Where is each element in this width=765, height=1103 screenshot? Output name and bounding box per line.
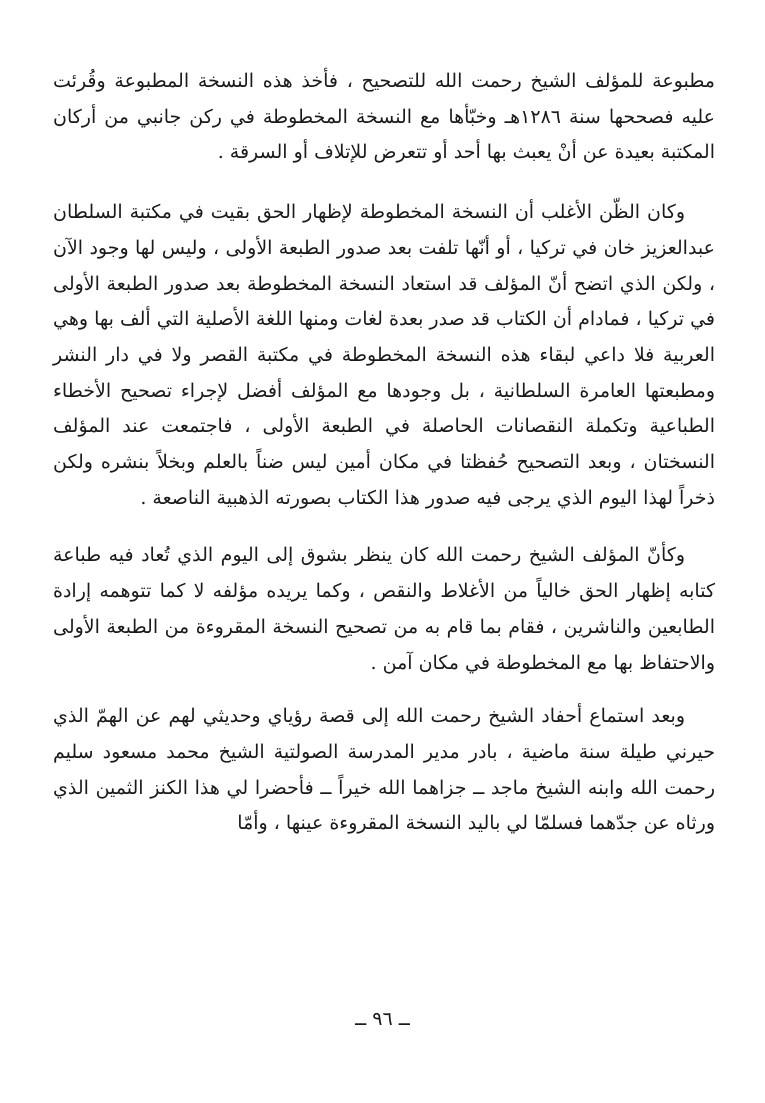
page-body: [53, 64, 715, 842]
paragraph-4: وبعد استماع أحفاد الشيخ رحمت الله إلى قصة رؤياي وحديثي لهم عن الهمّ الذي حيرني طيلة سنة ماضية ، بادر مدير المدرسة الصولتية الشيخ محمد مسعود سليم رحمت الله وابنه الشيخ ماجد ــ جزاهما الله خيراً ــ فأحضرا لي هذا الكنز الثمين الذي ورثاه عن جدّهما فسلمّا لي باليد النسخة المقروءة عينها ، وأمّا: [53, 705, 715, 835]
paragraph-1: مطبوعة للمؤلف الشيخ رحمت الله للتصحيح ، فأخذ هذه النسخة المطبوعة وقُرئت عليه فصححها سنة ١٢٨٦هـ وخبّأها مع النسخة المخطوطة في ركن جانبي من أركان المكتبة بعيدة عن أنْ يعبث بها أحد أو تتعرض للإتلاف أو السرقة .: [53, 70, 715, 164]
paragraph-3: وكأنّ المؤلف الشيخ رحمت الله كان ينظر بشوق إلى اليوم الذي تُعاد فيه طباعة كتابه إظهار الحق خالياً من الأغلاط والنقص ، وكما يريده مؤلفه لا كما تتوهمه إرادة الطابعين والناشرين ، فقام بما قام به من تصحيح النسخة المقروءة من الطبعة الأولى والاحتفاظ بها مع المخطوطة في مكان آمن .: [53, 544, 715, 674]
paragraph-2: وكان الظّن الأغلب أن النسخة المخطوطة لإظهار الحق بقيت في مكتبة السلطان عبدالعزيز خان في تركيا ، أو أنّها تلفت بعد صدور الطبعة الأولى ، وليس لها وجود الآن ، ولكن الذي اتضح أنّ المؤلف قد استعاد النسخة المخطوطة بعد صدور الطبعة الأولى في تركيا ، فمادام أن الكتاب قد صدر بعدة لغات ومنها اللغة الأصلية التي ألف بها وهي العربية فلا داعي لبقاء هذه النسخة المخطوطة في مكتبة القصر ولا في دار النشر ومطبعتها العامرة السلطانية ، بل وجودها مع المؤلف أفضل لإجراء تصحيح الأخطاء الطباعية وتكملة النقصانات الحاصلة في الطبعة الأولى ، فاجتمعت عند المؤلف النسختان ، وبعد التصحيح حُفظتا في مكان أمين ليس ضناً بالعلم وبخلاً بنشره ولكن ذخراً لهذا اليوم الذي يرجى فيه صدور هذا الكتاب بصورته الذهبية الناصعة .: [53, 201, 715, 509]
page-number: ــ ٩٦ ــ: [355, 1008, 410, 1030]
